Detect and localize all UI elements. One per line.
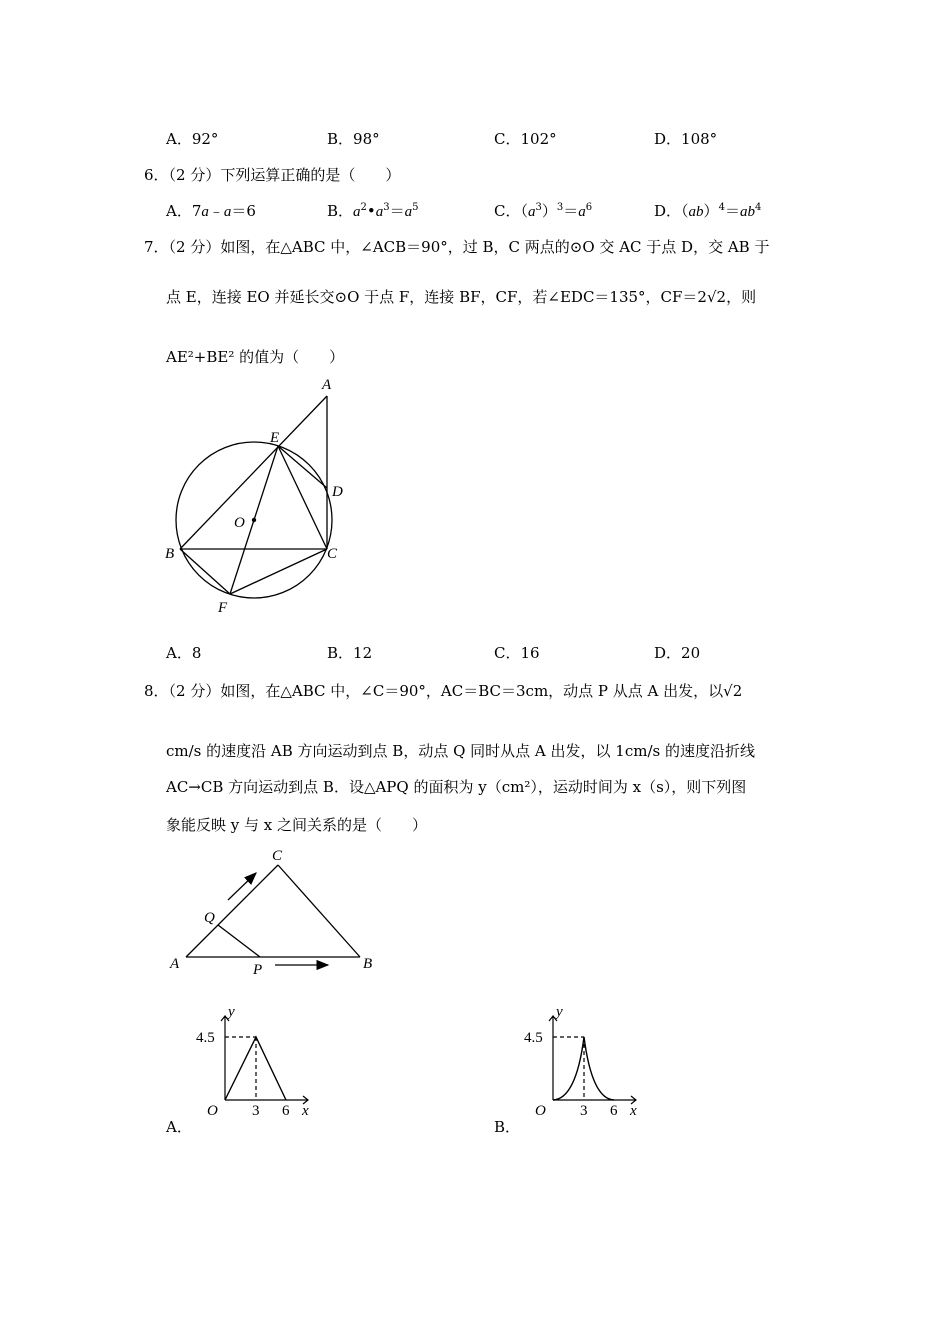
q7-option-c[interactable]: C．16 — [494, 644, 540, 662]
label-a: A — [170, 956, 180, 972]
q8-stem-line4: 象能反映 y 与 x 之间关系的是（ ） — [166, 816, 428, 834]
tick-3: 3 — [252, 1103, 260, 1119]
q7-stem-line2: 点 E，连接 EO 并延长交⊙O 于点 F，连接 BF，CF，若∠EDC＝135°，CF＝2√2，则 — [166, 288, 757, 306]
q6-option-a[interactable]: A．7a﹣a＝6 — [166, 202, 256, 220]
peak-label: 4.5 — [196, 1030, 215, 1046]
origin-label: O — [535, 1103, 546, 1119]
q5-option-b[interactable]: B．98° — [327, 130, 380, 148]
q7-stem-line1: 7．（2 分）如图，在△ABC 中，∠ACB＝90°，过 B，C 两点的⊙O 交 AC 于点 D，交 AB 于 — [144, 238, 770, 256]
q8-stem-line2: cm/s 的速度沿 AB 方向运动到点 B，动点 Q 同时从点 A 出发，以 1cm/s 的速度沿折线 — [166, 742, 755, 760]
x-label: x — [302, 1103, 309, 1119]
tick-6: 6 — [610, 1103, 618, 1119]
label-o: O — [234, 515, 245, 531]
segment-ed — [278, 446, 327, 488]
y-label: y — [228, 1004, 235, 1020]
label-a: A — [322, 377, 332, 393]
q6-option-c[interactable]: C．$(a^3)^3=a^6$ — [494, 202, 593, 220]
q7-option-d[interactable]: D．20 — [654, 644, 701, 662]
arrow-q — [228, 873, 256, 900]
q7-option-b[interactable]: B．12 — [327, 644, 373, 662]
q8-graph-b — [518, 1004, 658, 1124]
q8-stem-line1: 8．（2 分）如图，在△ABC 中，∠C＝90°，AC＝BC＝3cm，动点 P 从点 A 出发，以√2 — [144, 682, 743, 700]
q7-option-a[interactable]: A．8 — [166, 644, 202, 662]
label-b: B — [165, 546, 175, 562]
tick-6: 6 — [282, 1103, 290, 1119]
segment-qp — [218, 925, 260, 957]
segment-ec — [278, 446, 327, 549]
center-point — [252, 518, 256, 522]
segment-ab — [180, 396, 327, 549]
peak-label: 4.5 — [524, 1030, 543, 1046]
label-d: D — [332, 484, 343, 500]
x-label: x — [630, 1103, 637, 1119]
label-q: Q — [204, 910, 215, 926]
label-c: C — [272, 848, 283, 864]
q8-graph-a — [190, 1004, 330, 1124]
segment-ac — [186, 865, 278, 957]
tick-3: 3 — [580, 1103, 588, 1119]
label-b: B — [363, 956, 373, 972]
label-p: P — [253, 962, 263, 978]
label-c: C — [327, 546, 338, 562]
q7-circle-figure — [160, 372, 360, 622]
label-f: F — [218, 600, 228, 616]
q5-option-a[interactable]: A．92° — [166, 130, 219, 148]
q7-stem-line3: AE²+BE² 的值为（ ） — [166, 348, 345, 366]
q8-triangle-figure — [160, 840, 390, 980]
q6-option-d[interactable]: D．$(ab)^4=ab^4$ — [654, 202, 762, 220]
segment-cb — [278, 865, 360, 957]
q8-option-a[interactable]: A． — [166, 1118, 192, 1136]
q5-option-c[interactable]: C．102° — [494, 130, 557, 148]
q6-option-b[interactable]: B．$a^2•a^3=a^5$ — [327, 202, 419, 220]
y-label: y — [556, 1004, 563, 1020]
q5-option-d[interactable]: D．108° — [654, 130, 718, 148]
origin-label: O — [207, 1103, 218, 1119]
q8-stem-line3: AC→CB 方向运动到点 B．设△APQ 的面积为 y（cm²），运动时间为 x（s），则下列图 — [166, 778, 747, 796]
q8-option-b[interactable]: B． — [494, 1118, 521, 1136]
label-e: E — [270, 430, 280, 446]
q6-stem: 6．（2 分）下列运算正确的是（ ） — [144, 166, 401, 184]
segment-bf — [180, 549, 230, 594]
